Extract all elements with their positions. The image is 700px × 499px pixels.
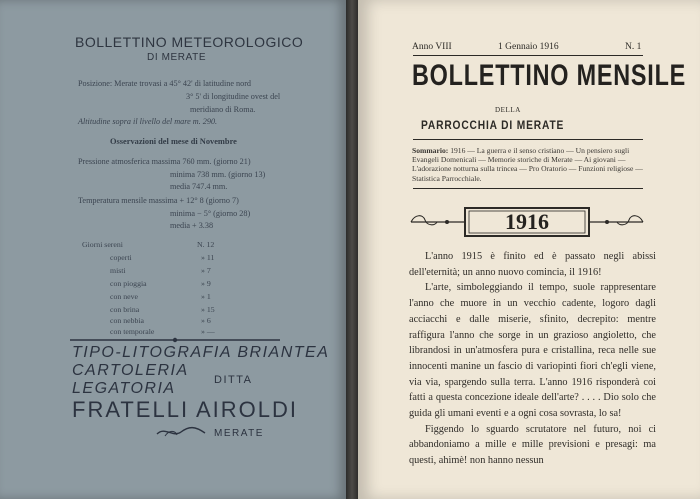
fratelli-airoldi: FRATELLI AIROLDI	[72, 397, 298, 422]
paragraph: L'arte, simboleggiando il tempo, suole rappresentare l'anno che muore in un vecchio cadente, logoro dagli acciacchi e dalle miserie, sfinito, decrepito: mentre raffigura l'anno che sorge in un grazioso angioletto, che librandosi in un'atmosfera pura e cristallina, reca nelle sue innocenti manine un fascio di variopinti fiori ch'egli viene, via via, spargendo sulla terra. L'anno 1916 risponderà coi fatti a questa concezione ideale dell'arte? . . . . Dio solo che guida gli umani eventi e a ogni cosa sovrasta, lo sa!	[409, 282, 656, 420]
days-row-value: » —	[201, 327, 215, 336]
days-row-label: con nebbia	[110, 316, 144, 325]
cartoleria: CARTOLERIA	[72, 362, 189, 379]
swirl-ornament	[155, 424, 207, 440]
della-label: DELLA	[495, 106, 521, 114]
position-line-1: Posizione: Merate trovasi a 45° 42' di latitudine nord	[78, 79, 252, 88]
days-row-label: misti	[110, 266, 126, 275]
ornament-divider	[70, 336, 280, 344]
summary-text: 1916 — La guerra e il senso cristiano — Un pensiero sugli Evangeli Domenicali — Memorie storiche di Merate — Ai giovani — L'adorazione notturna sulla trincea — Pro Oratorio — Funzioni religiose — Statistica Parrocchiale.	[412, 146, 643, 183]
header-rule	[413, 55, 643, 56]
days-row-label: con brina	[110, 305, 140, 314]
days-row-value: » 15	[201, 305, 215, 314]
bulletin-title: BOLLETTINO MENSILE	[412, 59, 687, 92]
days-row-label: con temporale	[110, 327, 155, 336]
left-page	[0, 0, 346, 499]
days-row-label: Giorni sereni	[82, 240, 123, 249]
meteo-subtitle: DI MERATE	[147, 52, 207, 63]
issue-number: N. 1	[625, 42, 642, 52]
merate-label: MERATE	[214, 428, 264, 439]
ditta: DITTA	[214, 374, 253, 386]
pressure-line-1: Pressione atmosferica massima 760 mm. (giorno 21)	[78, 157, 251, 166]
year-heading: 1916	[505, 209, 549, 234]
temperature-line-1: Temperatura mensile massima + 12° 8 (giorno 7)	[78, 196, 239, 205]
days-row-value: » 7	[201, 266, 211, 275]
days-row-value: » 1	[201, 292, 211, 301]
days-row-value: » 9	[201, 279, 211, 288]
position-line-3: meridiano di Roma.	[190, 105, 256, 114]
meteo-title: BOLLETTINO METEOROLOGICO	[75, 34, 304, 50]
right-page	[358, 0, 700, 499]
summary-label: Sommario:	[412, 146, 449, 155]
days-row-value: » 6	[201, 316, 211, 325]
temperature-line-3: media + 3.38	[170, 221, 214, 230]
observations-heading: Osservazioni del mese di Novembre	[110, 137, 237, 146]
days-row-label: con neve	[110, 292, 138, 301]
temperature-line-2: minima − 5° (giorno 28)	[170, 209, 251, 218]
pressure-line-2: minima 738 mm. (giorno 13)	[170, 170, 266, 179]
summary-rule	[413, 188, 643, 189]
paragraph: Figgendo lo sguardo scrutatore nel futuro, noi ci abbandoniamo a mille e mille previsioni e presagi: ma questi, ahimè! non hanno nessun	[409, 423, 656, 467]
days-row-label: con pioggia	[110, 279, 147, 288]
title-rule	[413, 139, 643, 140]
issue-date: 1 Gennaio 1916	[498, 42, 559, 52]
binding-gutter	[346, 0, 358, 499]
year-heading-frame	[407, 205, 647, 239]
article-body	[409, 249, 656, 469]
tipo-litografia: TIPO-LITOGRAFIA BRIANTEA	[72, 344, 330, 361]
days-row-value: N. 12	[197, 240, 215, 249]
days-row-value: » 11	[201, 253, 215, 262]
summary-block	[412, 146, 644, 183]
position-line-4: Altitudine sopra il livello del mare m. 290.	[78, 117, 218, 126]
pressure-line-3: media 747.4 mm.	[170, 182, 228, 191]
position-line-2: 3° 5' di longitudine ovest del	[186, 92, 281, 101]
anno-label: Anno VIII	[412, 42, 452, 52]
parish-name: PARROCCHIA DI MERATE	[421, 118, 565, 132]
days-row-label: coperti	[110, 253, 132, 262]
legatoria: LEGATORIA	[72, 380, 176, 397]
paragraph: L'anno 1915 è finito ed è passato negli abissi dell'eternità; un anno nuovo comincia, il 1916!	[409, 251, 656, 278]
